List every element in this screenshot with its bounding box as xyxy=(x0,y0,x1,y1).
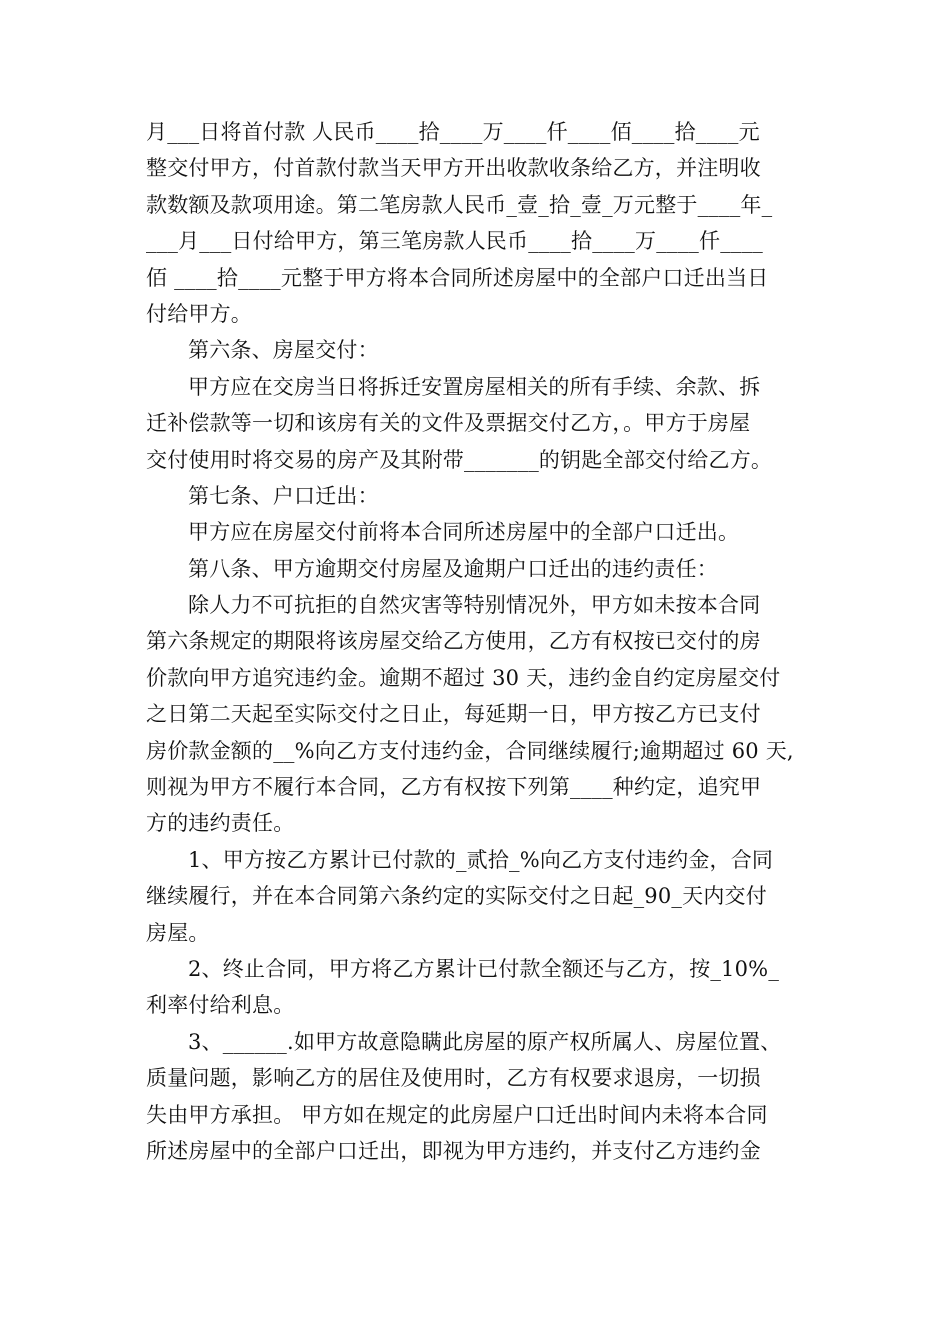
text-line: 第六条、房屋交付： xyxy=(188,338,379,363)
text-line: 迁补偿款等一切和该房有关的文件及票据交付乙方，。甲方于房屋 xyxy=(146,411,751,436)
text-line: 所述房屋中的全部户口迁出，即视为甲方违约，并支付乙方违约金 xyxy=(146,1138,761,1163)
text-line: 月___日将首付款 人民币____拾____万____仟____佰____拾____元 xyxy=(146,120,760,144)
contract-text-body xyxy=(146,114,814,1169)
text-line: 之日第二天起至实际交付之日止，每延期一日，甲方按乙方已支付 xyxy=(146,702,761,727)
text-line: 佰 ____拾____元整于甲方将本合同所述房屋中的全部户口迁出当日 xyxy=(146,265,769,290)
text-line: 整交付甲方，付首款付款当天甲方开出收款收条给乙方，并注明收 xyxy=(146,156,761,181)
text-line: 失由甲方承担。 甲方如在规定的此房屋户口迁出时间内未将本合同 xyxy=(146,1102,768,1127)
text-line: 除人力不可抗拒的自然灾害等特别情况外，甲方如未按本合同 xyxy=(188,593,761,618)
text-line: 交付使用时将交易的房产及其附带_______的钥匙全部交付给乙方。 xyxy=(146,447,773,472)
text-line: 2、终止合同，甲方将乙方累计已付款全额还与乙方，按_10%_ xyxy=(188,956,780,981)
text-line: 1、甲方按乙方累计已付款的_贰拾_%向乙方支付违约金，合同 xyxy=(188,847,774,872)
text-line: 甲方应在交房当日将拆迁安置房屋相关的所有手续、余款、拆 xyxy=(188,374,761,399)
text-line: 付给甲方。 xyxy=(146,301,252,326)
text-line: ___月___日付给甲方，第三笔房款人民币____拾____万____仟____ xyxy=(146,229,763,254)
text-line: 第六条规定的期限将该房屋交给乙方使用，乙方有权按已交付的房 xyxy=(146,629,761,654)
text-line: 继续履行，并在本合同第六条约定的实际交付之日起_90_天内交付 xyxy=(146,884,767,909)
text-line: 则视为甲方不履行本合同，乙方有权按下列第____种约定，追究甲 xyxy=(146,775,762,800)
text-line: 利率付给利息。 xyxy=(146,993,295,1018)
text-line: 第八条、甲方逾期交付房屋及逾期户口迁出的违约责任： xyxy=(188,556,718,581)
text-line: 价款向甲方追究违约金。逾期不超过 30 天，违约金自约定房屋交付 xyxy=(146,665,781,690)
text-line: 款数额及款项用途。第二笔房款人民币_壹_拾_壹_万元整于____年_ xyxy=(146,192,773,217)
text-line: 方的违约责任。 xyxy=(146,811,295,836)
text-line: 房价款金额的__%向乙方支付违约金，合同继续履行;逾期超过 60 天, xyxy=(146,738,794,763)
text-line: 第七条、户口迁出： xyxy=(188,483,379,508)
text-line: 3、______.如甲方故意隐瞒此房屋的原产权所属人、房屋位置、 xyxy=(188,1029,782,1054)
text-line: 质量问题，影响乙方的居住及使用时，乙方有权要求退房，一切损 xyxy=(146,1066,761,1091)
text-line: 甲方应在房屋交付前将本合同所述房屋中的全部户口迁出。 xyxy=(188,520,740,545)
text-line: 房屋。 xyxy=(146,920,210,945)
